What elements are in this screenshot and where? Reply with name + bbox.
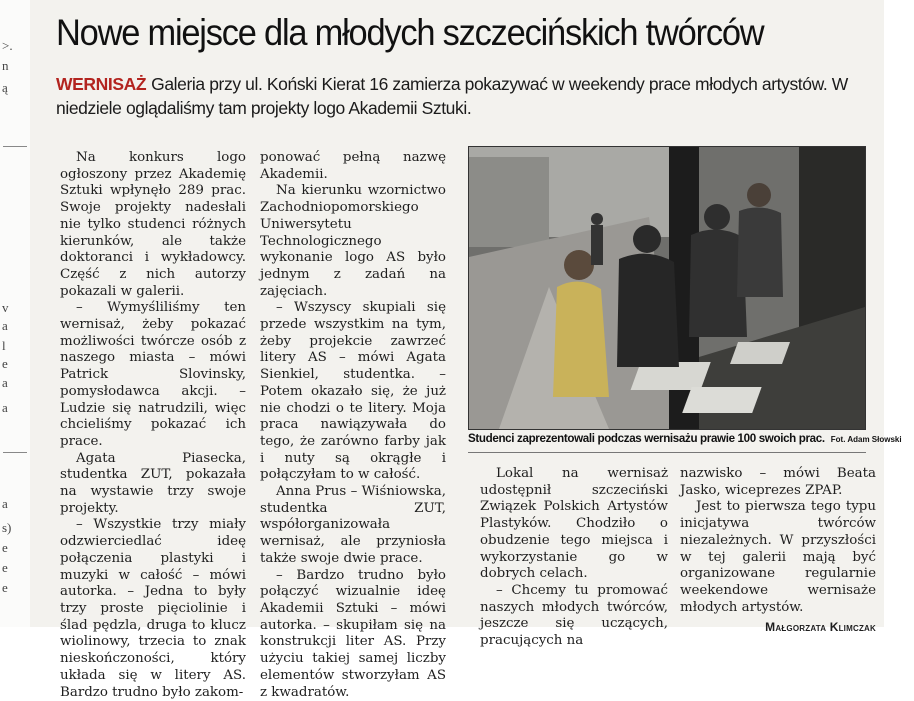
lead-text: Galeria przy ul. Koński Kierat 16 zamierza pokazywać w weekendy prace młodych artystów. W niedziele oglądaliśmy tam projekty logo Akademii Sztuki. — [56, 74, 848, 118]
paragraph: – Wymyśliliśmy ten wernisaż, żeby pokazać możliwości twórcze osób z naszego miasta – mówi Patrick Slovinsky, pomysłodawca akcji. – Ludzie się natrudzili, więc chcieliśmy pokazać ich prace. — [60, 300, 246, 449]
section-kicker: WERNISAŻ — [56, 74, 147, 94]
article-photo — [468, 146, 866, 430]
text-column-4 — [680, 466, 876, 636]
margin-fragment: a — [2, 318, 8, 333]
margin-fragment: e — [2, 560, 8, 575]
margin-fragment: >. — [2, 38, 13, 53]
paragraph: – Wszyscy skupiali się przede wszystkim na tym, żeby projekcie zawrzeć litery AS – mówi Agata Sienkiel, studentka. – Potem okazało się, że już nie chodzi o te litery. Moja praca nawiązywała do tego, że zarówno farby jak i nuty są okrągłe i połączyłam to w całość. — [260, 300, 446, 483]
margin-fragment: a — [2, 400, 8, 415]
margin-fragment: ą — [2, 80, 8, 95]
margin-fragment: v — [2, 300, 9, 315]
paragraph: Na konkurs logo ogłoszony przez Akademię Sztuki wpłynęło 289 prac. Swoje projekty nadesłali nie tylko studenci różnych kierunków, ale także doktoranci i wykładowcy. Część z nich autorzy pokazali w galerii. — [60, 150, 246, 299]
paragraph: Jest to pierwsza tego typu inicjatywa twórców niezależnych. W przyszłości w tej galerii mają być organizowane regularnie weekendowe wernisaże młodych artystów. — [680, 499, 876, 615]
paragraph: ponować pełną nazwę Akademii. — [260, 150, 446, 182]
text-column-3 — [480, 466, 668, 650]
paragraph: Agata Piasecka, studentka ZUT, pokazała na wystawie trzy swoje projekty. — [60, 450, 246, 516]
margin-divider — [3, 146, 27, 147]
article-lead — [56, 72, 872, 120]
paragraph: Lokal na wernisaż udostępnił szczeciński Związek Polskich Artystów Plastyków. Chodziło o obudzenie tego miejsca i wykorzystanie go w dobrych celach. — [480, 466, 668, 582]
text-column-1 — [60, 150, 246, 701]
margin-fragment: l — [2, 338, 6, 353]
adjacent-article-margin — [0, 0, 31, 627]
paragraph: Na kierunku wzornictwo Zachodniopomorskiego Uniwersytetu Technologicznego wykonanie logo AS było jednym z zadań na zajęciach. — [260, 183, 446, 299]
margin-fragment: e — [2, 540, 8, 555]
margin-fragment: s) — [2, 520, 12, 535]
paragraph: – Wszystkie trzy miały odzwierciedlać ideę połączenia plastyki i muzyki w całość – mówi autorka. – Jedna to były trzy proste pięciolinie i ślad pędzla, druga to klucz wiolinowy, trzecia to znak nieskończoności, który układa się w litery AS. Bardzo trudno było zakom- — [60, 517, 246, 700]
photo-caption — [468, 432, 902, 445]
paragraph: – Chcemy tu promować naszych młodych twórców, jeszcze się uczących, pracujących na — [480, 582, 668, 649]
margin-fragment: a — [2, 375, 8, 390]
text-column-2 — [260, 150, 446, 701]
author-byline: Małgorzata Klimczak — [765, 620, 876, 635]
margin-fragment: e — [2, 356, 8, 371]
caption-divider — [468, 452, 866, 453]
paragraph: Anna Prus – Wiśniowska, studentka ZUT, współorganizowała wernisaż, ale przyniosła także swoje dwie prace. — [260, 484, 446, 566]
photo-illustration — [469, 147, 865, 429]
article-headline: Nowe miejsce dla młodych szczecińskich twórców — [56, 12, 764, 53]
margin-divider — [3, 452, 27, 453]
photo-credit: Fot. Adam Słowski — [830, 435, 902, 444]
margin-fragment: a — [2, 496, 8, 511]
margin-fragment: n — [2, 58, 9, 73]
newspaper-page — [30, 0, 902, 700]
caption-text: Studenci zaprezentowali podczas wernisażu prawie 100 swoich prac. — [468, 432, 825, 445]
paragraph: – Bardzo trudno było połączyć wizualnie ideę Akademii Sztuki – mówi autorka. – skupiłam się na konstrukcji liter AS. Przy użyciu takiej samej liczby elementów stworzyłam AS z kwadratów. — [260, 567, 446, 700]
margin-fragment: e — [2, 580, 8, 595]
paragraph: nazwisko – mówi Beata Jasko, wiceprezes ZPAP. — [680, 466, 876, 498]
